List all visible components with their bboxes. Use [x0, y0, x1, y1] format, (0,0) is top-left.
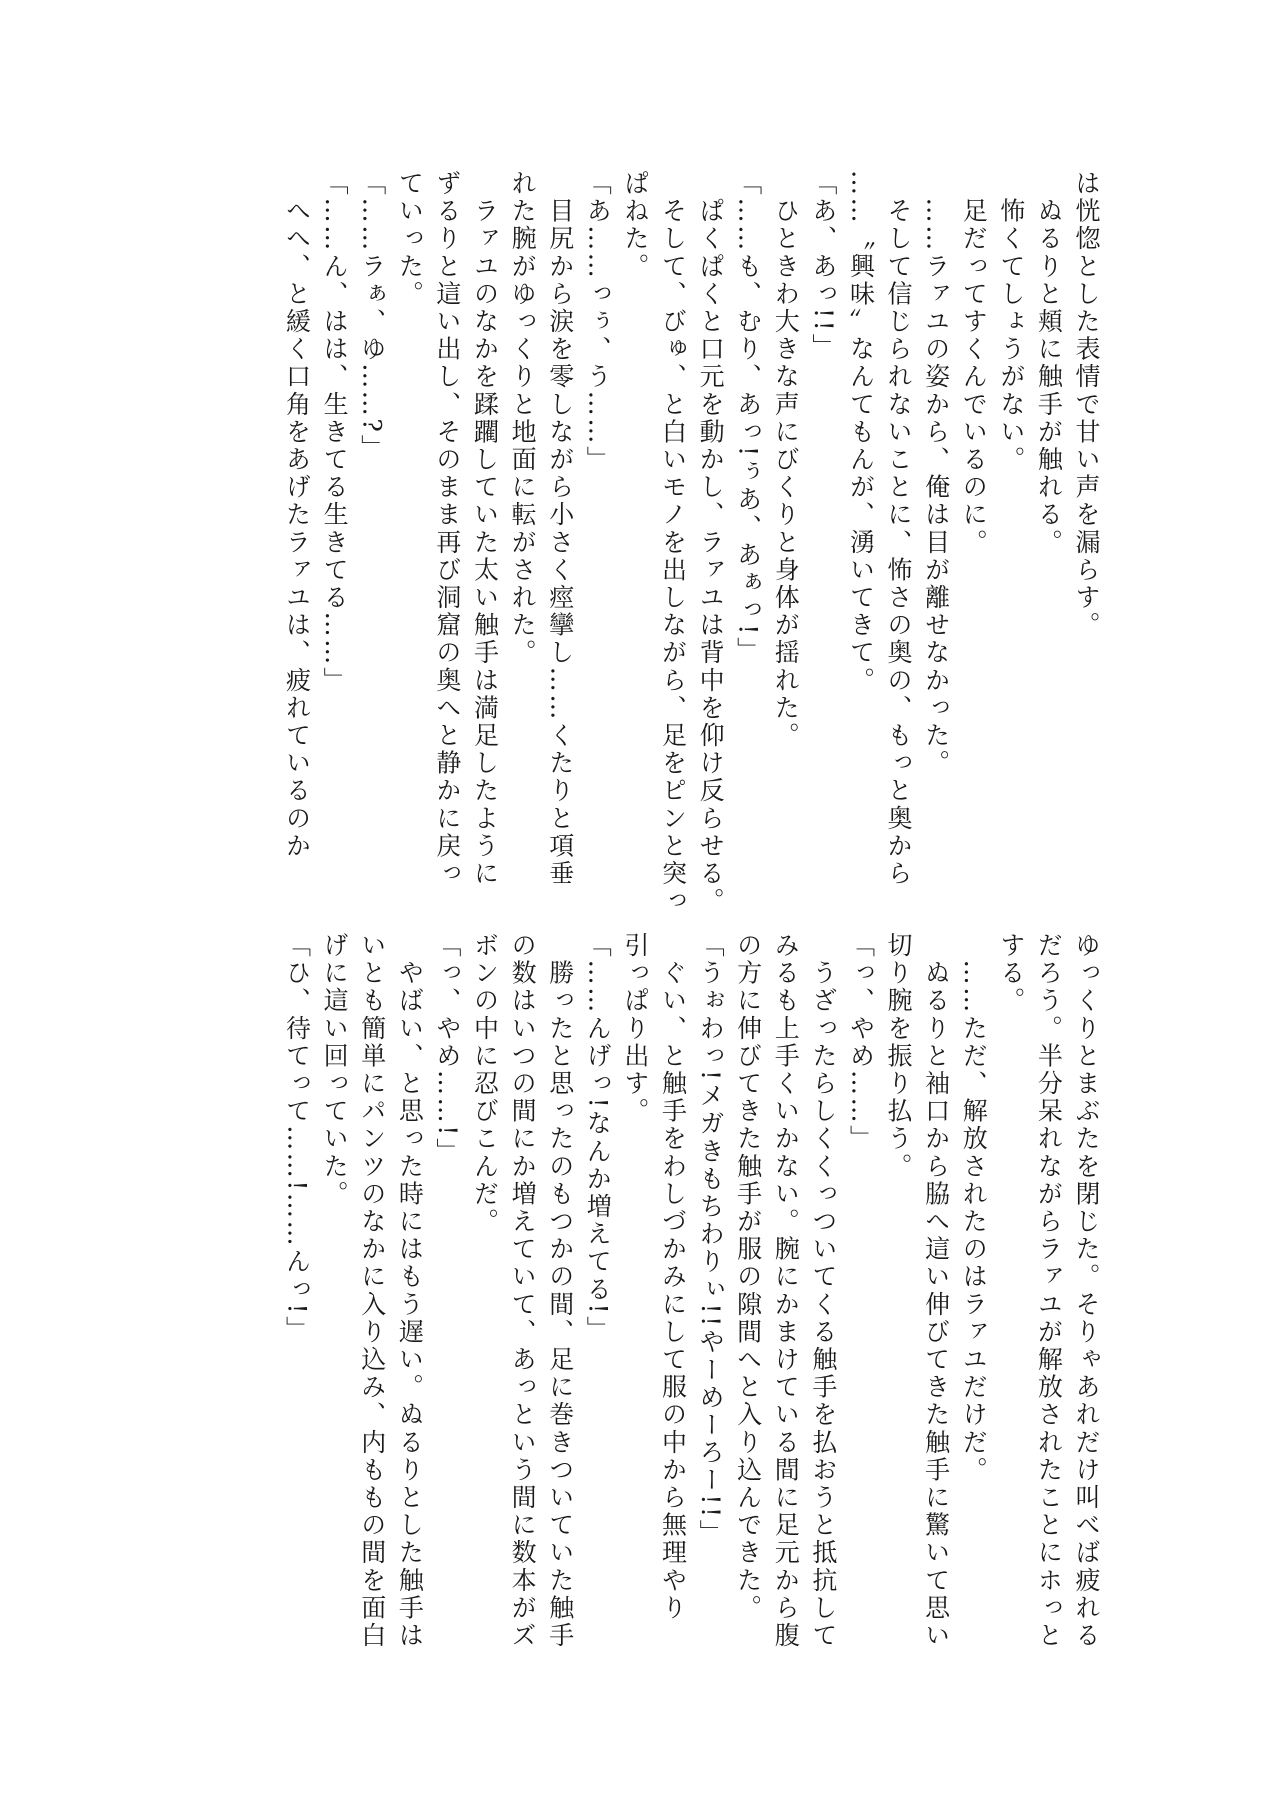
text-line: ゆっくりとまぶたを閉じた。そりゃあれだけ叫べば疲れる: [1072, 932, 1101, 1650]
text-line: 「……んげっ!なんか増えてる!」: [583, 932, 613, 1344]
text-line: げに這い回っていた。: [320, 932, 350, 1208]
lower-text-block: [278, 932, 1105, 1650]
text-line: 「あ……っぅ、う……」: [583, 170, 613, 474]
text-line: ぱくぱくと口元を動かし、ラァユは背中を仰け反らせる。: [696, 170, 726, 916]
text-line: の数はいつの間にか増えていて、あっという間に数本がズ: [508, 932, 538, 1650]
text-line: 目尻から涙を零しながら小さく痙攣し……くたりと項垂: [545, 170, 575, 888]
text-line: 「ひ、待てって……!……んっ!」: [282, 932, 312, 1344]
text-line: へへ、と緩く口角をあげたラァユは、疲れているのか: [282, 170, 312, 860]
text-line: 「っ、やめ……」: [846, 932, 876, 1153]
text-line: ……〝興味〟なんてもんが、湧いてきて。: [846, 170, 876, 695]
text-line: ずるりと這い出し、そのまま再び洞窟の奥へと静かに戻っ: [432, 170, 462, 888]
text-line: やばい、と思った時にはもう遅い。ぬるりとした触手は: [395, 932, 425, 1650]
text-line: 切り腕を振り払う。: [884, 932, 914, 1181]
text-line: うざったらしくくっついてくる触手を払おうと抵抗して: [808, 932, 838, 1650]
text-line: ぬるりと頬に触手が触れる。: [1034, 170, 1064, 557]
text-line: 「あ、あっ!!」: [808, 170, 838, 361]
text-line: 勝ったと思ったのもつかの間、足に巻きついていた触手: [545, 932, 575, 1650]
text-line: 足だってすくんでいるのに。: [959, 170, 989, 557]
text-line: そして、びゅ、と白いモノを出しながら、足をピンと突っ: [658, 170, 688, 916]
text-line: ひときわ大きな声にびくりと身体が揺れた。: [771, 170, 801, 750]
text-line: 「……ん、はは、生きてる生きてる……」: [320, 170, 350, 695]
text-line: ……ラァユの姿から、俺は目が離せなかった。: [921, 170, 951, 778]
text-line: ラァユのなかを蹂躙していた太い触手は満足したように: [470, 170, 500, 888]
text-line: は恍惚とした表情で甘い声を漏らす。: [1072, 170, 1101, 640]
text-line: 「うぉわっ!メガきもちわりぃ!!やーめーろー!!」: [696, 932, 726, 1548]
text-line: だろう。半分呆れながらラァユが解放されたことにホっと: [1034, 932, 1064, 1650]
text-line: ボンの中に忍びこんだ。: [470, 932, 500, 1236]
text-line: する。: [996, 932, 1026, 1015]
text-line: ていった。: [395, 170, 425, 308]
text-line: ……ただ、解放されたのはラァユだけだ。: [959, 932, 989, 1484]
text-line: れた腕がゆっくりと地面に転がされた。: [508, 170, 538, 667]
text-line: の方に伸びてきた触手が服の隙間へと入り込んできた。: [733, 932, 763, 1622]
text-line: みるも上手くいかない。腕にかまけている間に足元から腹: [771, 932, 801, 1650]
text-line: ぐい、と触手をわしづかみにして服の中から無理やり: [658, 932, 688, 1622]
text-line: 「っ、やめ……!」: [432, 932, 462, 1166]
text-line: 「……も、むり、あっ!ぅあ、あぁっ!」: [733, 170, 763, 665]
text-line: 引っぱり出す。: [620, 932, 650, 1126]
text-line: 怖くてしょうがない。: [996, 170, 1026, 474]
text-line: 「……ラぁ、ゆ……?」: [357, 170, 387, 463]
text-line: いとも簡単にパンツのなかに入り込み、内ももの間を面白: [357, 932, 387, 1650]
text-line: そして信じられないことに、怖さの奥の、もっと奥から: [884, 170, 914, 888]
text-line: ぱねた。: [620, 170, 650, 281]
text-line: ぬるりと袖口から脇へ這い伸びてきた触手に驚いて思い: [921, 932, 951, 1650]
upper-text-block: [278, 170, 1105, 916]
